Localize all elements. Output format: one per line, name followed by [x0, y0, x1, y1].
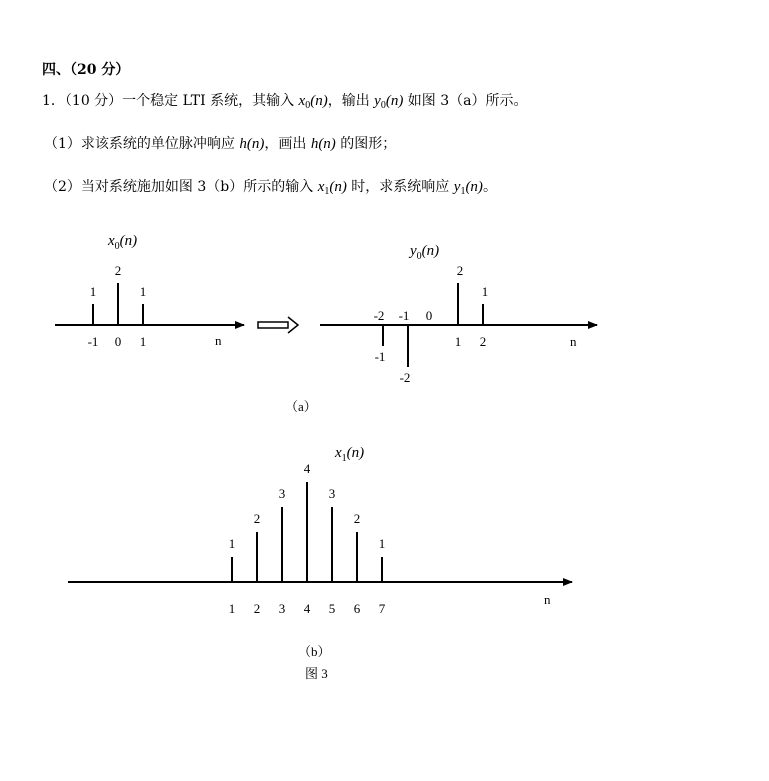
- x0-title: $x_0(n)$: [108, 233, 138, 252]
- x0-tick-label: 1: [139, 334, 147, 349]
- x0-tick-label: -1: [87, 334, 99, 349]
- x1-value-label: 3: [278, 486, 286, 501]
- y0-value-label: -1: [374, 349, 386, 364]
- x1-tick-label: 4: [303, 601, 311, 616]
- y0-plot: [320, 243, 597, 385]
- input-symbol: x: [298, 93, 306, 109]
- y0-value-label: -2: [399, 370, 411, 385]
- y1-argument: (n): [465, 179, 483, 195]
- p1-middle: ，画出: [264, 136, 311, 152]
- x1-tick-label: 3: [278, 601, 286, 616]
- x1-axis-label: n: [544, 592, 551, 607]
- x1-plot: [68, 445, 572, 616]
- output-argument: (n): [385, 93, 404, 109]
- y1-subscript: 1: [460, 186, 466, 197]
- input-argument: (n): [310, 93, 328, 109]
- y0-tick-label: -1: [398, 308, 410, 323]
- caption-a: （a）: [285, 399, 317, 414]
- h-symbol: h: [239, 136, 247, 152]
- y0-title: $y_0(n)$: [410, 243, 440, 262]
- input-subscript: 0: [305, 100, 311, 111]
- y0-tick-label: 0: [425, 308, 433, 323]
- x1-symbol: x: [317, 179, 325, 195]
- output-subscript: 0: [380, 100, 386, 111]
- x1-tick-label: 1: [228, 601, 236, 616]
- x1-argument: (n): [329, 179, 347, 195]
- x1-value-label: 3: [328, 486, 336, 501]
- implies-arrow-icon: [258, 317, 298, 333]
- x0-value-label: 1: [89, 284, 97, 299]
- x1-tick-label: 2: [253, 601, 261, 616]
- q1-middle: ，输出: [327, 93, 375, 109]
- p2-prefix: （2）当对系统施加如图 3（b）所示的输入: [44, 179, 318, 195]
- q1-prefix: 1．（10 分）一个稳定 LTI 系统，其输入: [42, 93, 299, 109]
- x1-subscript: 1: [324, 186, 330, 197]
- h-argument-2: (n): [318, 136, 336, 152]
- y0-value-label: 2: [456, 263, 464, 278]
- x1-value-label: 1: [228, 536, 236, 551]
- y0-tick-label: 2: [479, 334, 487, 349]
- y1-symbol: y: [453, 179, 461, 195]
- p1-suffix: 的图形；: [335, 136, 397, 152]
- x1-value-label: 1: [378, 536, 386, 551]
- section-heading: 四、（20 分）: [42, 62, 130, 78]
- p2-suffix: 。: [482, 179, 497, 195]
- x1-value-label: 4: [303, 461, 311, 476]
- x0-tick-label: 0: [114, 334, 122, 349]
- output-symbol: y: [374, 93, 381, 109]
- y0-value-label: 1: [481, 284, 489, 299]
- x1-title: $x_1(n)$: [335, 445, 365, 464]
- figure-label: 图 3: [305, 666, 328, 681]
- x1-tick-label: 7: [378, 601, 386, 616]
- h-argument: (n): [246, 136, 265, 152]
- x1-tick-label: 5: [328, 601, 336, 616]
- x1-value-label: 2: [253, 511, 261, 526]
- y0-tick-label: 1: [454, 334, 462, 349]
- caption-b: （b）: [298, 644, 331, 659]
- x1-tick-label: 6: [353, 601, 361, 616]
- x0-axis-label: n: [215, 333, 222, 348]
- x0-plot: [55, 233, 244, 349]
- y0-axis-label: n: [570, 334, 577, 349]
- h-symbol-2: h: [310, 136, 319, 152]
- p2-middle: 时，求系统响应: [346, 179, 454, 195]
- y0-tick-label: -2: [373, 308, 385, 323]
- x0-value-label: 1: [139, 284, 147, 299]
- x0-value-label: 2: [114, 263, 122, 278]
- p1-prefix: （1）求该系统的单位脉冲响应: [44, 136, 240, 152]
- x1-value-label: 2: [353, 511, 361, 526]
- q1-suffix: 如图 3（a）所示。: [403, 93, 528, 109]
